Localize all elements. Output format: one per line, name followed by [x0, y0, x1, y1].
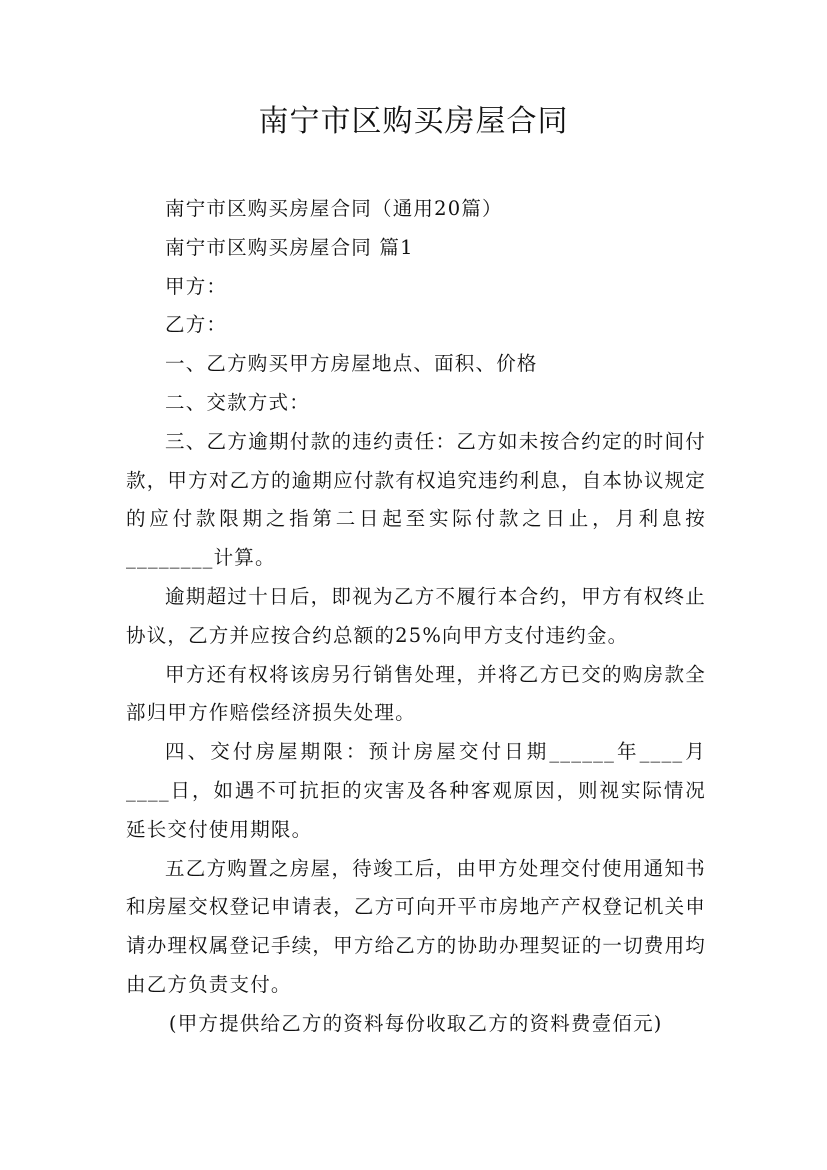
paragraph-party-a: 甲方：: [165, 274, 228, 298]
document-title: 南宁市区购买房屋合同: [258, 104, 569, 139]
paragraph-section-heading: 南宁市区购买房屋合同 篇1: [165, 235, 414, 259]
paragraph-clause-4: 四、交付房屋期限：预计房屋交付日期______年____月____日，如遇不可抗拒的灾害及各种客观原因，则视实际情况延长交付使用期限。: [126, 740, 706, 841]
paragraph-fee-note: (甲方提供给乙方的资料每份收取乙方的资料费壹佰元): [168, 1011, 663, 1035]
paragraph-party-b: 乙方：: [165, 313, 228, 337]
paragraph-clause-3: 三、乙方逾期付款的违约责任：乙方如未按合约定的时间付款，甲方对乙方的逾期应付款有权追究违约利息，自本协议规定的应付款限期之指第二日起至实际付款之日止，月利息按________计算。: [126, 429, 706, 570]
paragraph-clause-3-overdue: 逾期超过十日后，即视为乙方不履行本合约，甲方有权终止协议，乙方并应按合约总额的25%向甲方支付违约金。: [126, 584, 706, 647]
paragraph-clause-5: 五乙方购置之房屋，待竣工后，由甲方处理交付使用通知书和房屋交权登记申请表，乙方可向开平市房地产产权登记机关申请办理权属登记手续，甲方给乙方的协助办理契证的一切费用均由乙方负责支付。: [126, 856, 706, 996]
paragraph-clause-2: 二、交款方式：: [165, 390, 310, 414]
document-body: [126, 190, 706, 1044]
paragraph-clause-1: 一、乙方购买甲方房屋地点、面积、价格: [165, 352, 538, 376]
paragraph-collection-title: 南宁市区购买房屋合同（通用20篇）: [165, 197, 503, 220]
paragraph-clause-3-resale: 甲方还有权将该房另行销售处理，并将乙方已交的购房款全部归甲方作赔偿经济损失处理。: [126, 662, 706, 725]
